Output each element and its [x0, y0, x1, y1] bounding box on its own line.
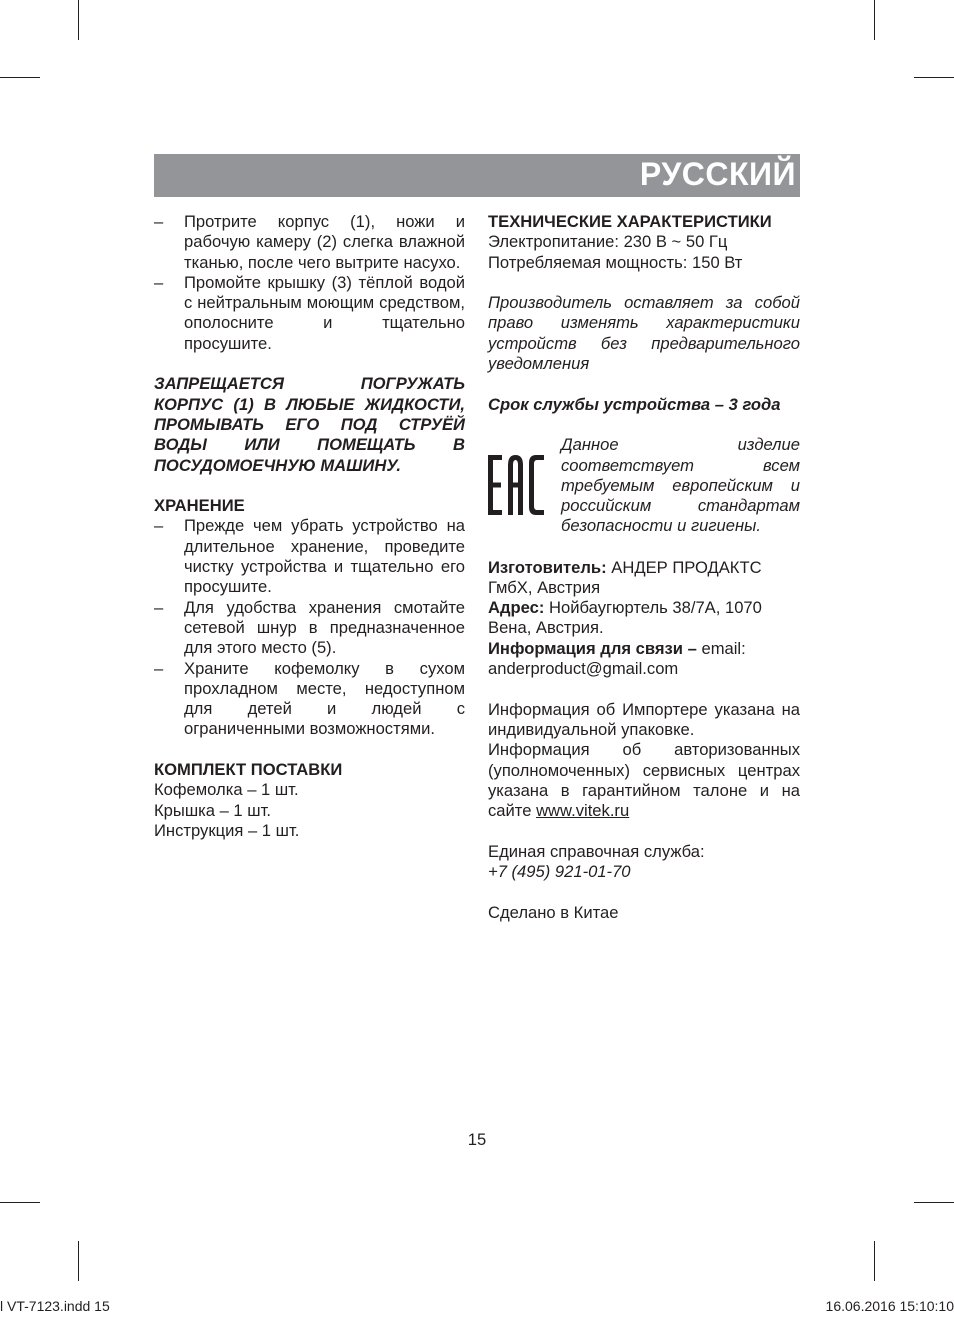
- kit-heading: КОМПЛЕКТ ПОСТАВКИ: [154, 760, 343, 780]
- disclaimer-text: Производитель оставляет за собой право изменять характеристики устройств без предварительного уведомления: [488, 293, 800, 374]
- storage-heading: ХРАНЕНИЕ: [154, 496, 245, 516]
- left-column: [154, 212, 465, 841]
- specs-heading: ТЕХНИЧЕСКИЕ ХАРАКТЕРИСТИКИ: [488, 212, 772, 231]
- crop-mark: [78, 1241, 79, 1281]
- crop-mark: [0, 77, 40, 78]
- list-item: – Протрите корпус (1), ножи и рабочую камеру (2) слегка влажной тканью, после чего вытрите насухо.: [154, 212, 465, 272]
- made-in: Сделано в Китае: [488, 902, 619, 922]
- warning-text: ЗАПРЕЩАЕТСЯ ПОГРУЖАТЬ КОРПУС (1) В ЛЮБЫЕ ЖИДКОСТИ, ПРОМЫВАТЬ ЕГО ПОД СТРУЁЙ ВОДЫ ИЛИ ПОМЕЩАТЬ В ПОСУДОМОЕЧНУЮ МАШИНУ.: [154, 374, 465, 475]
- helpline-label: Единая справочная служба:: [488, 841, 705, 861]
- eac-description: Данное изделие соответствует всем требуемым европейским и российским стандартам безопасности и гигиены.: [561, 435, 800, 536]
- list-item: – Храните кофемолку в сухом прохладном месте, недоступном для детей и людей с ограниченными возможностями.: [154, 658, 465, 739]
- service-life: Срок службы устройства – 3 года: [488, 394, 781, 414]
- language-title: РУССКИЙ: [639, 156, 796, 192]
- crop-mark: [874, 1241, 875, 1281]
- website-link[interactable]: www.vitek.ru: [536, 801, 630, 821]
- list-item: – Для удобства хранения смотайте сетевой шнур в предназначенное для этого место (5).: [154, 597, 465, 658]
- page-number: 15: [467, 1130, 487, 1149]
- list-item: – Прежде чем убрать устройство на длительное хранение, проведите чистку устройства и тщательно его просушите.: [154, 516, 465, 597]
- crop-mark: [78, 0, 79, 40]
- contact-info: Информация для связи – email: anderproduct@gmail.com: [488, 638, 746, 679]
- manufacturer-info: Изготовитель: АНДЕР ПРОДАКТС ГмбХ, Австрия: [488, 557, 762, 597]
- kit-item: Инструкция – 1 шт.: [154, 820, 300, 840]
- kit-item: Кофемолка – 1 шт.: [154, 780, 299, 800]
- eac-certification: [488, 435, 800, 537]
- crop-mark: [914, 77, 954, 78]
- spec-line: Потребляемая мощность: 150 Вт: [488, 252, 743, 272]
- language-header-bar: [154, 154, 800, 197]
- spec-line: Электропитание: 230 В ~ 50 Гц: [488, 232, 728, 252]
- right-column: [488, 212, 800, 923]
- crop-mark: [914, 1202, 954, 1203]
- importer-info: Информация об Импортере указана на индивидуальной упаковке.: [488, 699, 800, 739]
- print-slug-file: l VT-7123.indd 15: [0, 1298, 110, 1314]
- print-slug-date: 16.06.2016 15:10:10: [825, 1298, 954, 1314]
- crop-mark: [874, 0, 875, 40]
- service-info: Информация об авторизованных (уполномоченных) сервисных центрах указана в гарантийном талоне и на сайте www.vitek.ru: [488, 740, 800, 821]
- eac-logo-icon: [488, 455, 544, 515]
- kit-item: Крышка – 1 шт.: [154, 800, 271, 820]
- helpline-phone: +7 (495) 921-01-70: [488, 862, 631, 882]
- crop-mark: [0, 1202, 40, 1203]
- list-item: – Промойте крышку (3) тёплой водой с нейтральным моющим средством, ополосните и тщательно просушите.: [154, 272, 465, 353]
- address-info: Адрес: Нойбаугюртель 38/7А, 1070 Вена, Австрия.: [488, 598, 762, 638]
